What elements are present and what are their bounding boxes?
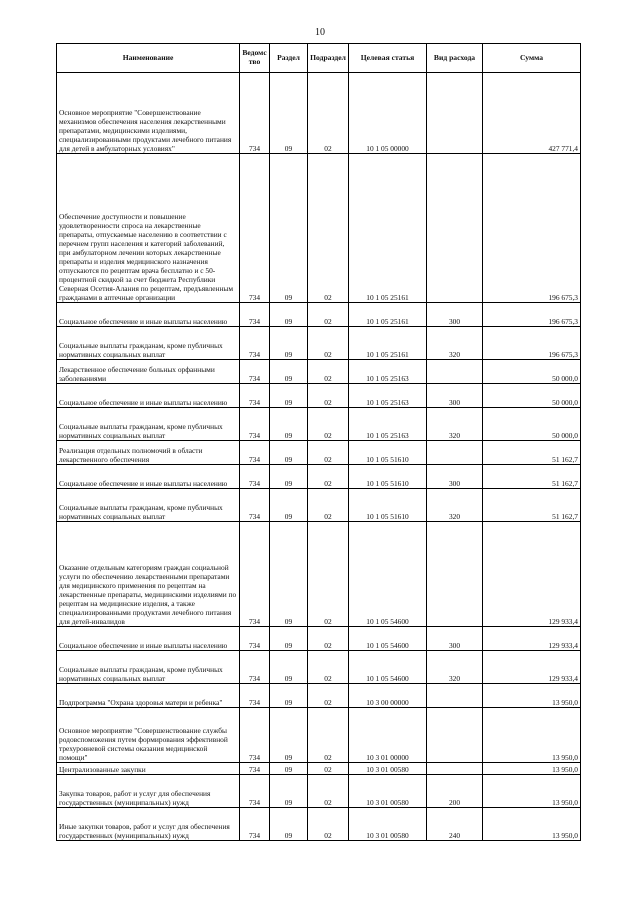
row-department: 734 <box>240 627 270 651</box>
table-row <box>57 408 581 441</box>
row-target-article: 10 1 05 25163 <box>349 408 427 441</box>
row-subsection: 02 <box>308 73 349 154</box>
row-department: 734 <box>240 708 270 763</box>
row-section: 09 <box>270 489 308 522</box>
row-subsection: 02 <box>308 651 349 684</box>
table-row <box>57 651 581 684</box>
row-sum: 13 950,0 <box>483 763 581 775</box>
row-subsection: 02 <box>308 408 349 441</box>
row-section: 09 <box>270 627 308 651</box>
row-department: 734 <box>240 154 270 303</box>
table-row <box>57 154 581 303</box>
row-section: 09 <box>270 763 308 775</box>
row-section: 09 <box>270 441 308 465</box>
row-sum: 427 771,4 <box>483 73 581 154</box>
table-row <box>57 360 581 384</box>
row-sum: 51 162,7 <box>483 489 581 522</box>
row-department: 734 <box>240 408 270 441</box>
table-row <box>57 627 581 651</box>
row-sum: 129 933,4 <box>483 651 581 684</box>
page-number: 10 <box>315 27 325 38</box>
row-name: Лекарственное обеспечение больных орфанными заболеваниями <box>57 360 240 384</box>
table-row <box>57 303 581 327</box>
row-subsection: 02 <box>308 303 349 327</box>
column-header: Наименование <box>57 44 240 73</box>
table-row <box>57 775 581 808</box>
row-sum: 129 933,4 <box>483 627 581 651</box>
row-name: Основное мероприятие "Совершенствование механизмов обеспечения населения лекарственными препаратами, медицинскими изделиями, специализированными продуктами лечебного питания для детей в амбулаторных условиях" <box>57 73 240 154</box>
column-header: Подраздел <box>308 44 349 73</box>
row-name: Централизованные закупки <box>57 763 240 775</box>
row-subsection: 02 <box>308 360 349 384</box>
row-name: Социальные выплаты гражданам, кроме публичных нормативных социальных выплат <box>57 651 240 684</box>
row-expense-type: 320 <box>427 327 483 360</box>
row-subsection: 02 <box>308 154 349 303</box>
table-row <box>57 763 581 775</box>
row-name: Социальные выплаты гражданам, кроме публичных нормативных социальных выплат <box>57 408 240 441</box>
table-row <box>57 73 581 154</box>
table-row <box>57 441 581 465</box>
row-name: Закупка товаров, работ и услуг для обеспечения государственных (муниципальных) нужд <box>57 775 240 808</box>
row-department: 734 <box>240 489 270 522</box>
row-subsection: 02 <box>308 627 349 651</box>
row-sum: 13 950,0 <box>483 708 581 763</box>
row-target-article: 10 3 00 00000 <box>349 684 427 708</box>
row-section: 09 <box>270 303 308 327</box>
row-expense-type <box>427 763 483 775</box>
row-expense-type: 320 <box>427 651 483 684</box>
table-row <box>57 327 581 360</box>
row-section: 09 <box>270 775 308 808</box>
row-target-article: 10 1 05 25163 <box>349 360 427 384</box>
row-expense-type: 300 <box>427 627 483 651</box>
row-department: 734 <box>240 327 270 360</box>
row-name: Социальные выплаты гражданам, кроме публичных нормативных социальных выплат <box>57 327 240 360</box>
row-department: 734 <box>240 441 270 465</box>
row-department: 734 <box>240 775 270 808</box>
column-header: Раздел <box>270 44 308 73</box>
row-subsection: 02 <box>308 684 349 708</box>
row-name: Социальное обеспечение и иные выплаты населению <box>57 303 240 327</box>
row-name: Социальное обеспечение и иные выплаты населению <box>57 384 240 408</box>
row-department: 734 <box>240 763 270 775</box>
row-sum: 13 950,0 <box>483 775 581 808</box>
budget-table <box>56 43 581 841</box>
row-section: 09 <box>270 73 308 154</box>
row-expense-type: 300 <box>427 303 483 327</box>
row-subsection: 02 <box>308 763 349 775</box>
row-expense-type <box>427 708 483 763</box>
row-target-article: 10 3 01 00000 <box>349 708 427 763</box>
row-target-article: 10 1 05 54600 <box>349 651 427 684</box>
column-header: Вид расхода <box>427 44 483 73</box>
row-sum: 129 933,4 <box>483 522 581 627</box>
row-name: Социальные выплаты гражданам, кроме публичных нормативных социальных выплат <box>57 489 240 522</box>
row-expense-type: 320 <box>427 408 483 441</box>
row-sum: 196 675,3 <box>483 154 581 303</box>
row-target-article: 10 1 05 54600 <box>349 522 427 627</box>
row-department: 734 <box>240 465 270 489</box>
row-expense-type <box>427 684 483 708</box>
table-row <box>57 684 581 708</box>
row-subsection: 02 <box>308 522 349 627</box>
table-row <box>57 489 581 522</box>
row-name: Реализация отдельных полномочий в области лекарственного обеспечения <box>57 441 240 465</box>
row-sum: 50 000,0 <box>483 360 581 384</box>
row-department: 734 <box>240 522 270 627</box>
row-expense-type: 200 <box>427 775 483 808</box>
row-section: 09 <box>270 384 308 408</box>
row-sum: 196 675,3 <box>483 303 581 327</box>
row-target-article: 10 1 05 25161 <box>349 303 427 327</box>
row-subsection: 02 <box>308 775 349 808</box>
row-section: 09 <box>270 651 308 684</box>
row-subsection: 02 <box>308 465 349 489</box>
column-header: Целевая статья <box>349 44 427 73</box>
row-target-article: 10 1 05 25161 <box>349 154 427 303</box>
row-target-article: 10 1 05 51610 <box>349 441 427 465</box>
row-target-article: 10 1 05 54600 <box>349 627 427 651</box>
row-target-article: 10 3 01 00580 <box>349 775 427 808</box>
row-section: 09 <box>270 708 308 763</box>
row-department: 734 <box>240 384 270 408</box>
column-header: Ведомс тво <box>240 44 270 73</box>
row-expense-type <box>427 73 483 154</box>
row-section: 09 <box>270 360 308 384</box>
table-header-row <box>57 44 581 73</box>
row-expense-type: 320 <box>427 489 483 522</box>
row-department: 734 <box>240 651 270 684</box>
row-subsection: 02 <box>308 384 349 408</box>
table-body <box>57 73 581 841</box>
row-subsection: 02 <box>308 489 349 522</box>
row-expense-type <box>427 154 483 303</box>
row-subsection: 02 <box>308 327 349 360</box>
row-sum: 50 000,0 <box>483 408 581 441</box>
row-name: Подпрограмма "Охрана здоровья матери и ребенка" <box>57 684 240 708</box>
row-expense-type: 300 <box>427 465 483 489</box>
table-row <box>57 708 581 763</box>
row-department: 734 <box>240 360 270 384</box>
row-department: 734 <box>240 73 270 154</box>
row-target-article: 10 1 05 00000 <box>349 73 427 154</box>
column-header: Сумма <box>483 44 581 73</box>
row-department: 734 <box>240 684 270 708</box>
row-section: 09 <box>270 154 308 303</box>
row-section: 09 <box>270 808 308 841</box>
row-expense-type <box>427 360 483 384</box>
row-subsection: 02 <box>308 441 349 465</box>
row-section: 09 <box>270 522 308 627</box>
row-department: 734 <box>240 303 270 327</box>
table-row <box>57 808 581 841</box>
row-target-article: 10 3 01 00580 <box>349 763 427 775</box>
row-sum: 50 000,0 <box>483 384 581 408</box>
row-subsection: 02 <box>308 808 349 841</box>
row-expense-type: 240 <box>427 808 483 841</box>
row-name: Социальное обеспечение и иные выплаты населению <box>57 465 240 489</box>
row-department: 734 <box>240 808 270 841</box>
row-expense-type: 300 <box>427 384 483 408</box>
row-target-article: 10 1 05 51610 <box>349 489 427 522</box>
row-name: Оказание отдельным категориям граждан социальной услуги по обеспечению лекарственными препаратами для медицинского применения по рецептам на лекарственные препараты, медицинскими изделиями по рецептам на медицинские изделия, а также специализированными продуктами лечебного питания для детей-инвалидов <box>57 522 240 627</box>
row-sum: 51 162,7 <box>483 441 581 465</box>
row-subsection: 02 <box>308 708 349 763</box>
row-target-article: 10 1 05 25163 <box>349 384 427 408</box>
row-name: Социальное обеспечение и иные выплаты населению <box>57 627 240 651</box>
row-name: Обеспечение доступности и повышение удовлетворенности спроса на лекарственные препараты, отпускаемые населению в соответствии с перечнем групп населения и категорий заболеваний, при амбулаторном лечении которых лекарственные препараты и изделия медицинского назначения отпускаются по рецептам врача бесплатно и с 50-процентной скидкой за счет бюджета Республики Северная Осетия-Алания по рецептам, предъявленным гражданами в аптечные организации <box>57 154 240 303</box>
row-section: 09 <box>270 684 308 708</box>
row-sum: 196 675,3 <box>483 327 581 360</box>
row-sum: 13 950,0 <box>483 684 581 708</box>
table-row <box>57 465 581 489</box>
table-row <box>57 384 581 408</box>
row-expense-type <box>427 441 483 465</box>
row-section: 09 <box>270 408 308 441</box>
row-sum: 13 950,0 <box>483 808 581 841</box>
row-sum: 51 162,7 <box>483 465 581 489</box>
row-section: 09 <box>270 465 308 489</box>
row-section: 09 <box>270 327 308 360</box>
row-name: Иные закупки товаров, работ и услуг для обеспечения государственных (муниципальных) нужд <box>57 808 240 841</box>
row-expense-type <box>427 522 483 627</box>
row-name: Основное мероприятие "Совершенствование службы родовспоможения путем формирования эффективной трехуровневой системы оказания медицинской помощи" <box>57 708 240 763</box>
row-target-article: 10 3 01 00580 <box>349 808 427 841</box>
row-target-article: 10 1 05 51610 <box>349 465 427 489</box>
row-target-article: 10 1 05 25161 <box>349 327 427 360</box>
table-row <box>57 522 581 627</box>
